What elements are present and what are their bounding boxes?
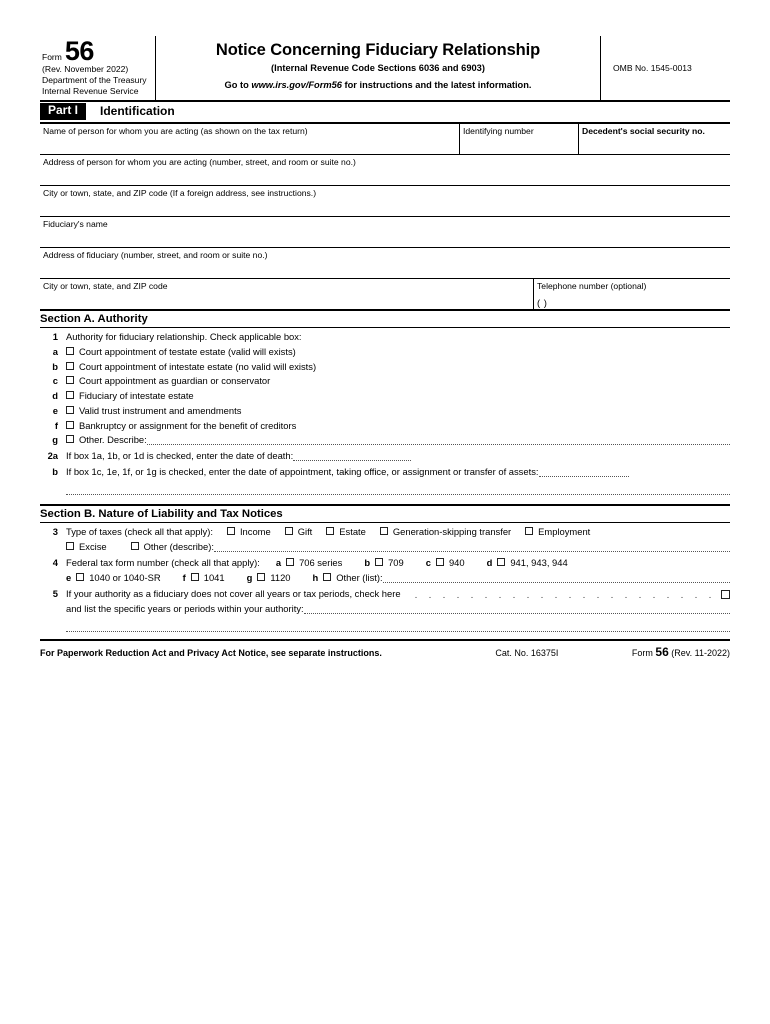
option-other-describe-label: Other (describe): — [143, 541, 214, 553]
line-4-row2 — [66, 569, 730, 585]
field-decedent-ssn-label: Decedent's social security no. — [582, 125, 705, 136]
checkbox-estate[interactable] — [326, 527, 334, 535]
line-3-other-input[interactable] — [214, 541, 730, 552]
line-1f-letter: f — [54, 419, 58, 431]
line-2a-date-input[interactable] — [293, 450, 411, 461]
row-fiduciary-name — [40, 217, 730, 248]
paperwork-notice: For Paperwork Reduction Act and Privacy Act Notice, see separate instructions. — [40, 647, 382, 658]
line-2a — [40, 447, 730, 463]
field-decedent-ssn[interactable] — [578, 124, 730, 154]
checkbox-1d[interactable] — [66, 391, 74, 399]
footer-form-word: Form — [631, 647, 653, 658]
line-2b — [40, 463, 730, 479]
field-identifying-number-label: Identifying number — [463, 125, 534, 136]
option-1041-label: 1041 — [203, 571, 225, 583]
checkbox-1c[interactable] — [66, 376, 74, 384]
line-1e — [40, 402, 730, 417]
option-941-letter: d — [486, 557, 493, 569]
section-b-heading: Section B. Nature of Liability and Tax Notices — [40, 504, 730, 523]
line-1b-letter: b — [52, 360, 58, 372]
field-city-person-label: City or town, state, and ZIP code (If a foreign address, see instructions.) — [43, 187, 317, 198]
page-title: Notice Concerning Fiduciary Relationship — [215, 41, 541, 59]
line-4-number: 4 — [52, 557, 58, 569]
line-1e-letter: e — [52, 404, 58, 416]
line-4-other-input[interactable] — [383, 572, 730, 583]
option-1120[interactable] — [247, 572, 291, 584]
goto-prefix: Go to — [224, 79, 252, 90]
line-1a-body — [66, 346, 730, 358]
part1-title: Identification — [100, 104, 175, 119]
checkbox-1b[interactable] — [66, 362, 74, 370]
option-940-label: 940 — [448, 557, 465, 569]
field-telephone-label: Telephone number (optional) — [537, 280, 647, 291]
header-form-identity — [40, 36, 156, 100]
line-1g-describe-input[interactable] — [147, 434, 730, 445]
footer-form-revision: (Rev. 11-2022) — [671, 647, 730, 658]
option-1040[interactable] — [66, 572, 161, 584]
option-709-letter: b — [364, 557, 371, 569]
checkbox-other-describe[interactable] — [131, 542, 139, 550]
field-name-of-person-label: Name of person for whom you are acting (as shown on the tax return) — [43, 125, 308, 136]
checkbox-1120[interactable] — [257, 573, 265, 581]
option-941-label: 941, 943, 944 — [510, 557, 568, 569]
checkbox-1f[interactable] — [66, 421, 74, 429]
option-1041[interactable] — [183, 572, 225, 584]
form-header — [40, 36, 730, 102]
line-1g — [40, 431, 730, 447]
option-other-describe[interactable] — [131, 541, 214, 553]
line-5-body — [66, 588, 730, 600]
option-940-letter: c — [425, 557, 431, 569]
line-1 — [40, 328, 730, 343]
field-identifying-number[interactable] — [459, 124, 578, 154]
line-1b — [40, 358, 730, 373]
line-5-dot-leader — [409, 589, 715, 598]
checkbox-709[interactable] — [375, 558, 383, 566]
checkbox-generation-skipping-transfer[interactable] — [380, 527, 388, 535]
option-1041-letter: f — [182, 571, 186, 583]
line-1c-letter: c — [52, 375, 58, 387]
field-telephone[interactable] — [533, 279, 730, 310]
field-fiduciary-name[interactable] — [40, 217, 730, 247]
line-4-label: Federal tax form number (check all that apply): — [66, 557, 260, 569]
line-1f-label: Bankruptcy or assignment for the benefit of creditors — [79, 419, 297, 431]
checkbox-gift[interactable] — [285, 527, 293, 535]
option-income-label: Income — [239, 526, 271, 538]
option-excise[interactable] — [66, 541, 107, 553]
line-2a-body — [66, 450, 730, 463]
line-2b-continuation-input[interactable] — [66, 484, 730, 495]
line-1a-letter: a — [52, 345, 58, 357]
option-709[interactable] — [364, 557, 403, 569]
line-2b-number: b — [52, 466, 58, 478]
checkbox-1g[interactable] — [66, 435, 74, 443]
line-1d — [40, 387, 730, 402]
line-3-body — [66, 526, 730, 538]
line-2a-label: If box 1a, 1b, or 1d is checked, enter the date of death: — [66, 450, 294, 462]
option-other-list[interactable] — [313, 572, 383, 584]
line-1c-label: Court appointment as guardian or conservator — [79, 375, 271, 387]
field-city-fiduciary[interactable] — [40, 279, 533, 310]
checkbox-941-943-944[interactable] — [497, 558, 505, 566]
row-city-person — [40, 186, 730, 217]
line-1e-label: Valid trust instrument and amendments — [79, 404, 242, 416]
header-title-block — [156, 36, 600, 100]
checkbox-1040[interactable] — [76, 573, 84, 581]
row-address-of-person — [40, 155, 730, 186]
line-1a — [40, 343, 730, 358]
line-3-number: 3 — [52, 526, 58, 538]
line-2a-number: 2a — [47, 450, 58, 462]
line-1e-body — [66, 405, 730, 417]
line-2b-label: If box 1c, 1e, 1f, or 1g is checked, enter the date of appointment, taking office, or assignment or transfer of assets: — [66, 466, 539, 478]
line-1g-body — [66, 434, 730, 447]
checkbox-940[interactable] — [436, 558, 444, 566]
omb-number: OMB No. 1545-0013 — [600, 36, 730, 100]
option-1040-label: 1040 or 1040-SR — [89, 571, 161, 583]
goto-suffix: for instructions and the latest information. — [341, 79, 532, 90]
line-2b-body — [66, 466, 730, 479]
option-excise-label: Excise — [79, 541, 107, 553]
option-gift-label: Gift — [297, 526, 313, 538]
irs-form56-url[interactable]: www.irs.gov/Form56 — [251, 79, 342, 90]
line-1f-body — [66, 420, 730, 432]
checkbox-1e[interactable] — [66, 406, 74, 414]
goto-instructions-line — [162, 80, 594, 90]
checkbox-706-series[interactable] — [286, 558, 294, 566]
field-city-fiduciary-label: City or town, state, and ZIP code — [43, 280, 168, 291]
option-706-series[interactable] — [276, 557, 342, 569]
line-3-label: Type of taxes (check all that apply): — [66, 526, 213, 538]
line-5-years-input[interactable] — [304, 603, 730, 614]
option-estate-label: Estate — [339, 526, 366, 538]
field-telephone-value: ( ) — [537, 297, 548, 309]
checkbox-1a[interactable] — [66, 347, 74, 355]
option-other-list-letter: h — [312, 571, 319, 583]
option-1120-letter: g — [246, 571, 253, 583]
line-1d-body — [66, 390, 730, 402]
line-1d-label: Fiduciary of intestate estate — [79, 390, 194, 402]
footer-form-number: 56 — [655, 644, 669, 659]
field-address-of-person-label: Address of person for whom you are acting (number, street, and room or suite no.) — [43, 156, 356, 167]
line-3-row2 — [66, 538, 730, 554]
checkbox-employment[interactable] — [525, 527, 533, 535]
line-5-continuation-input[interactable] — [66, 621, 730, 632]
line-2b-date-input[interactable] — [539, 466, 629, 477]
line-5-label-2: and list the specific years or periods within your authority: — [66, 602, 304, 614]
form-footer — [40, 639, 730, 659]
line-1g-label: Other. Describe: — [79, 434, 147, 446]
form-number-row — [42, 36, 151, 66]
line-4 — [40, 554, 730, 569]
department-line-2: Internal Revenue Service — [42, 86, 139, 97]
row-name-identifying-decedent — [40, 124, 730, 155]
option-706-label: 706 series — [299, 557, 343, 569]
field-address-fiduciary[interactable] — [40, 248, 730, 278]
line-5-label: If your authority as a fiduciary does not cover all years or tax periods, check here — [66, 587, 401, 599]
line-5-number: 5 — [52, 587, 58, 599]
checkbox-other-list[interactable] — [323, 573, 331, 581]
field-city-person[interactable] — [40, 186, 730, 216]
line-1g-letter: g — [52, 434, 58, 446]
option-941-943-944[interactable] — [487, 557, 568, 569]
line-5 — [40, 585, 730, 600]
row-city-fiduciary-telephone — [40, 279, 730, 311]
catalog-number: Cat. No. 16375I — [495, 647, 559, 658]
option-940[interactable] — [426, 557, 465, 569]
line-1c — [40, 372, 730, 387]
form-number: 56 — [64, 36, 94, 66]
option-1040-letter: e — [66, 571, 72, 583]
form-body — [40, 36, 730, 659]
option-709-label: 709 — [388, 557, 404, 569]
footer-form-identity — [632, 645, 730, 659]
row-address-fiduciary — [40, 248, 730, 279]
page-subtitle: (Internal Revenue Code Sections 6036 and 6903) — [271, 62, 485, 73]
line-3 — [40, 523, 730, 538]
option-employment[interactable] — [525, 526, 590, 538]
form-revision: (Rev. November 2022) — [42, 64, 129, 75]
field-address-fiduciary-label: Address of fiduciary (number, street, and room or suite no.) — [43, 249, 268, 260]
part1-tag: Part I — [40, 103, 86, 120]
line-1-text: Authority for fiduciary relationship. Check applicable box: — [66, 331, 302, 343]
field-fiduciary-name-label: Fiduciary's name — [43, 218, 108, 229]
option-706-letter: a — [275, 557, 282, 569]
line-4-body — [66, 557, 730, 569]
option-gift[interactable] — [285, 526, 313, 538]
checkbox-excise[interactable] — [66, 542, 74, 550]
option-1120-label: 1120 — [270, 571, 291, 583]
line-1a-label: Court appointment of testate estate (valid will exists) — [79, 345, 296, 357]
line-5-row2 — [66, 600, 730, 616]
field-name-of-person[interactable] — [40, 124, 459, 154]
option-estate[interactable] — [326, 526, 366, 538]
line-1-number: 1 — [52, 331, 58, 343]
line-1d-letter: d — [52, 390, 58, 402]
checkbox-income[interactable] — [227, 527, 235, 535]
checkbox-line-5[interactable] — [721, 590, 730, 599]
option-generation-skipping-transfer-label: Generation-skipping transfer — [392, 526, 512, 538]
part1-banner — [40, 102, 730, 124]
line-1c-body — [66, 375, 730, 387]
option-income[interactable] — [227, 526, 271, 538]
section-a-heading: Section A. Authority — [40, 309, 730, 328]
line-1b-label: Court appointment of intestate estate (no valid will exists) — [79, 360, 317, 372]
form-word-label: Form — [42, 51, 62, 62]
line-1f — [40, 417, 730, 432]
field-address-of-person[interactable] — [40, 155, 730, 185]
option-other-list-label: Other (list): — [336, 571, 383, 583]
line-1b-body — [66, 361, 730, 373]
option-generation-skipping-transfer[interactable] — [380, 526, 511, 538]
checkbox-1041[interactable] — [191, 573, 199, 581]
department-line-1: Department of the Treasury — [42, 75, 147, 86]
option-employment-label: Employment — [538, 526, 591, 538]
